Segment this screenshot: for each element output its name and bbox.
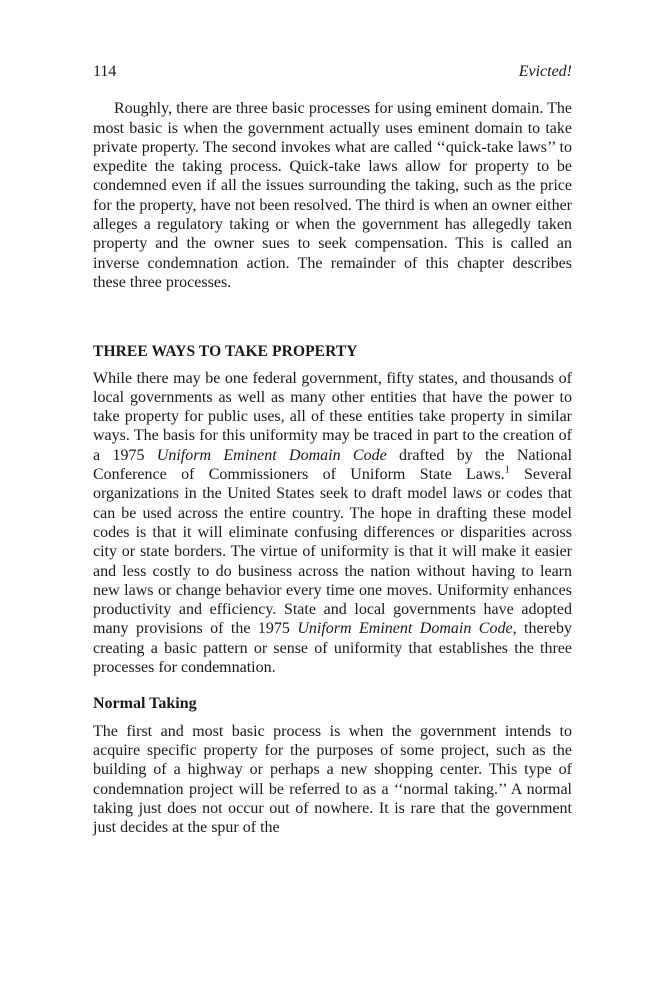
code-title-italic: Uniform Eminent Domain Code — [156, 446, 387, 464]
normal-taking-paragraph: The first and most basic process is when the government intends to acquire specific property for the purposes of some project, such as the building of a highway or perhaps a new shopping center. This type of condemnation project will be referred to as a ‘‘normal taking.’’ A normal taking just does not occur out of nowhere. It is rare that the government just decides at the spur of the — [93, 722, 572, 837]
uniformity-paragraph — [93, 369, 572, 678]
paragraph-text: , thereby creating a basic pattern or sense of uniformity that establishes the three processes for condemnation. — [93, 620, 573, 677]
paragraph-text: drafted by the National Conference of Commissioners of Uniform State Laws. — [93, 446, 573, 484]
running-title: Evicted! — [518, 63, 572, 80]
page-number: 114 — [93, 63, 117, 80]
footnote-marker[interactable]: 1 — [504, 464, 510, 476]
section-heading: THREE WAYS TO TAKE PROPERTY — [93, 343, 358, 361]
book-page — [93, 62, 572, 837]
running-head — [93, 62, 572, 81]
paragraph-text: While there may be one federal government, fifty states, and thousands of local governments as well as many other entities that have the power to take property for public uses, all of these entities take property in similar ways. The basis for this uniformity may be traced in part to the creation of a 1975 — [93, 369, 572, 464]
sub-heading: Normal Taking — [93, 695, 197, 713]
intro-paragraph: Roughly, there are three basic processes for using eminent domain. The most basic is when the government actually uses eminent domain to take private property. The second invokes what are called ‘‘quick-take laws’’ to expedite the taking process. Quick-take laws allow for property to be condemned even if all the issues surrounding the taking, such as the price for the property, have not been resolved. The third is when an owner either alleges a regulatory taking or when the government has allegedly taken property and the owner sues to seek compensation. This is called an inverse condemnation action. The remainder of this chapter describes these three processes. — [93, 100, 572, 291]
paragraph-text: Several organizations in the United States seek to draft model laws or codes that can be used across the entire country. The hope in drafting these model codes is that it will eliminate confusing differences or disparities across city or state borders. The virtue of uniformity is that it will make it easier and less costly to do business across the nation without having to learn new laws or change behavior every time one moves. Uniformity enhances productivity and efficiency. State and local governments have adopted many provisions of the 1975 — [93, 466, 572, 638]
code-title-italic: Uniform Eminent Domain Code — [297, 620, 513, 638]
